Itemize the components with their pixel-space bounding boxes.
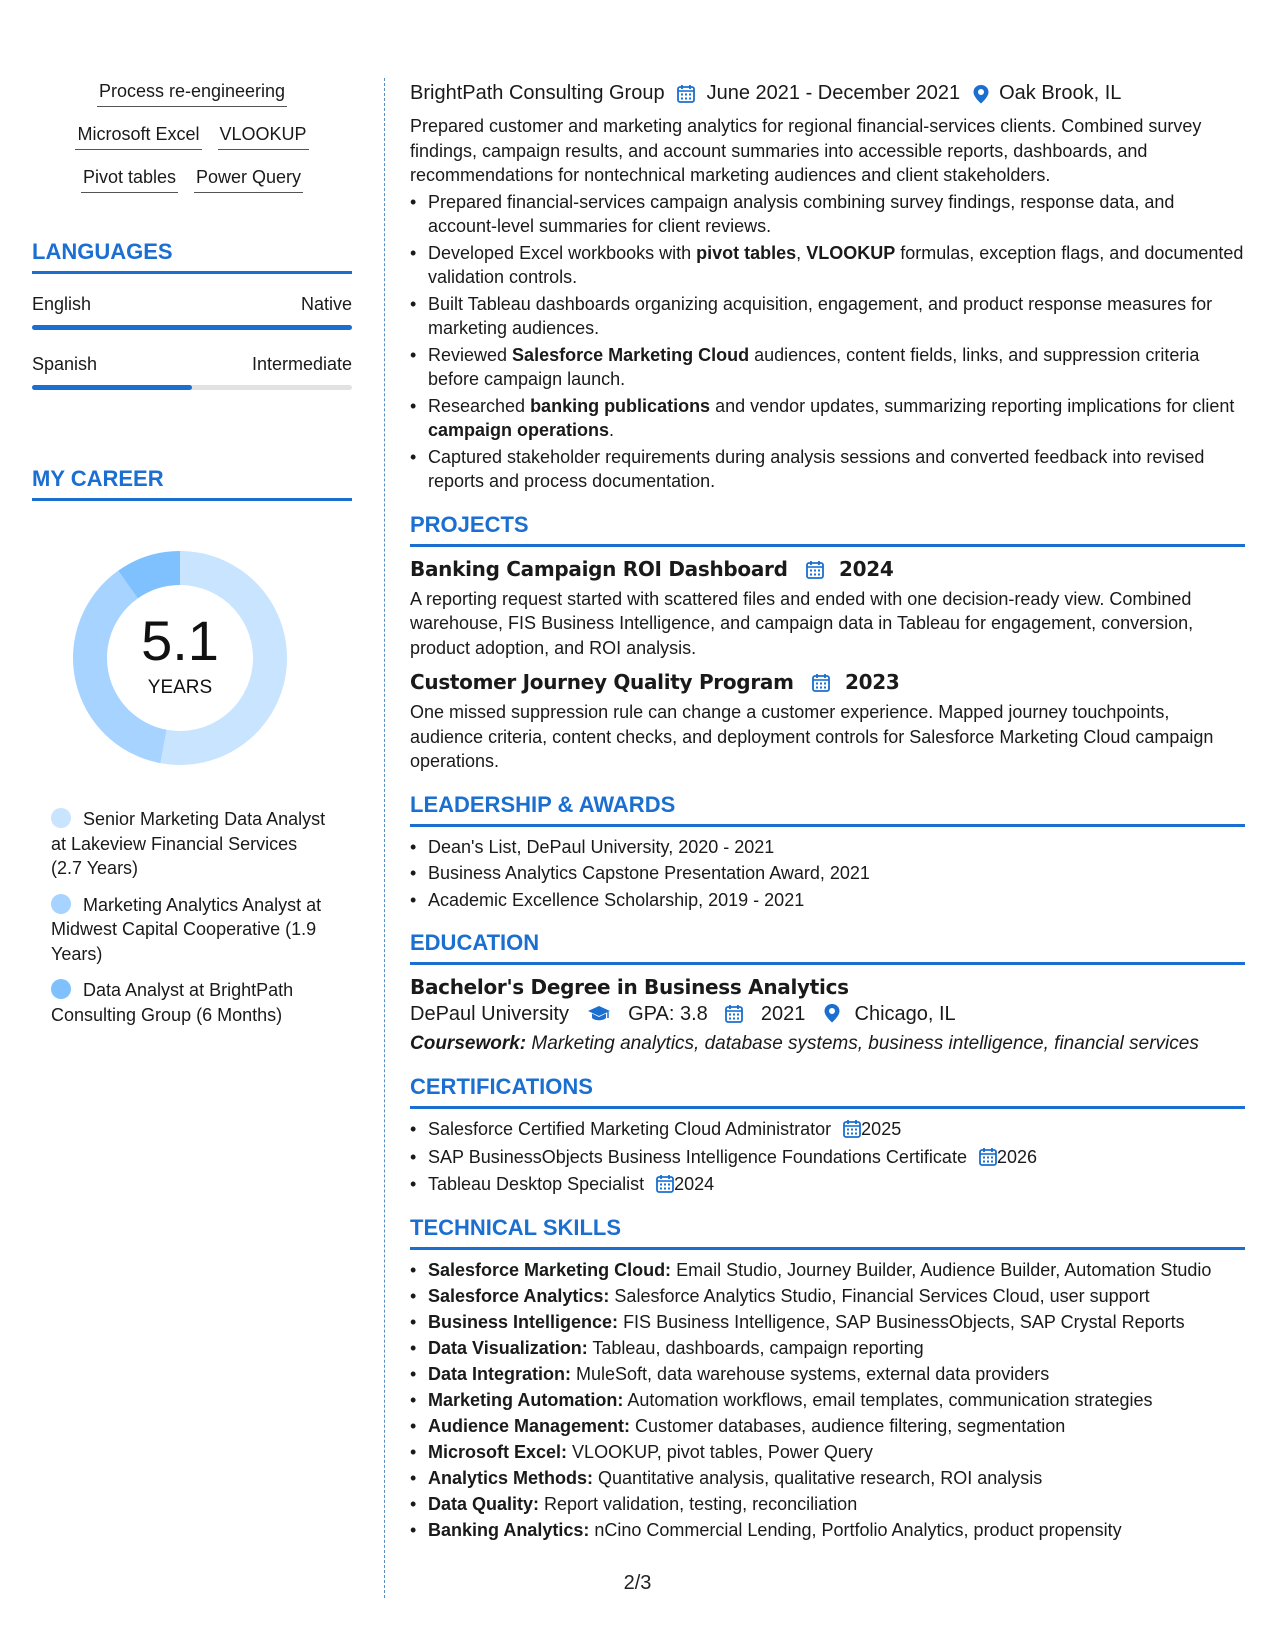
skill-value: FIS Business Intelligence, SAP BusinessObjects, SAP Crystal Reports — [618, 1311, 1185, 1332]
leadership-heading: LEADERSHIP & AWARDS — [410, 792, 1245, 827]
gpa: GPA: 3.8 — [628, 1003, 708, 1025]
legend-dot — [51, 808, 71, 828]
bullet-text: audiences, content fields, links, and suppression criteria before campaign launch. — [428, 344, 1200, 389]
list-item: • Academic Excellence Scholarship, 2019 - 2021 — [410, 888, 1245, 913]
skill-label: Marketing Automation: — [428, 1389, 624, 1410]
skill-item — [410, 1388, 1245, 1413]
job-bullet — [410, 292, 1245, 341]
skill-item — [410, 1518, 1245, 1543]
degree-title: Bachelor's Degree in Business Analytics — [410, 975, 849, 999]
proficiency-fill — [32, 385, 192, 390]
skill-label: Salesforce Marketing Cloud: — [428, 1259, 672, 1280]
bullet-text: Researched — [428, 395, 531, 416]
calendar-icon — [806, 560, 824, 579]
job-header — [410, 82, 1245, 105]
coursework — [410, 1032, 1245, 1056]
graduation-year: 2021 — [760, 1003, 806, 1025]
location-pin-icon — [823, 1003, 841, 1022]
career-text: Senior Marketing Data Analyst at Lakeview Financial Services (2.7 Years) — [51, 809, 326, 878]
tag-row — [32, 121, 352, 150]
skill-label: Analytics Methods: — [428, 1468, 594, 1489]
bullet-text: Prepared financial-services campaign analysis combining survey findings, response data, and account-level summaries for client reviews. — [428, 191, 1175, 236]
list-item — [410, 1172, 1245, 1197]
sidebar — [32, 78, 352, 1039]
skill-label: Audience Management: — [428, 1416, 631, 1437]
career-legend-item — [51, 978, 331, 1027]
list-item: • Business Analytics Capstone Presentation Award, 2021 — [410, 861, 1245, 886]
bullet-text: , — [796, 242, 807, 263]
career-donut-chart — [65, 543, 295, 773]
project-description: One missed suppression rule can change a customer experience. Mapped journey touchpoints, audience criteria, content checks, and deployment controls for Salesforce Marketing Cloud campaign operations. — [410, 702, 1214, 771]
skill-label: Data Quality: — [428, 1494, 540, 1515]
skill-value: MuleSoft, data warehouse systems, external data providers — [571, 1363, 1050, 1384]
skills-list — [410, 1258, 1245, 1543]
bold-text: VLOOKUP — [806, 242, 896, 263]
skill-item — [410, 1414, 1245, 1439]
job-bullet — [410, 343, 1245, 392]
school-location: Chicago, IL — [854, 1003, 956, 1025]
skill-tag: Power Query — [194, 164, 303, 193]
tag-row — [32, 78, 352, 107]
cert-name: Tableau Desktop Specialist — [428, 1174, 645, 1194]
skill-label: Data Integration: — [428, 1363, 572, 1384]
job-bullet — [410, 394, 1245, 443]
education-details — [410, 1003, 1245, 1026]
career-text: Marketing Analytics Analyst at Midwest Capital Cooperative (1.9 Years) — [51, 894, 322, 964]
career-legend — [51, 807, 331, 1027]
column-divider — [384, 78, 385, 1598]
skill-value: VLOOKUP, pivot tables, Power Query — [567, 1442, 873, 1463]
language-item — [32, 294, 352, 330]
skill-label: Banking Analytics: — [428, 1520, 590, 1541]
skill-value: Email Studio, Journey Builder, Audience Builder, Automation Studio — [671, 1259, 1212, 1280]
career-total: 5.1 — [141, 609, 219, 672]
language-proficiency-bar — [32, 385, 352, 390]
cert-year: 2026 — [996, 1146, 1038, 1167]
project-title — [410, 670, 1245, 694]
legend-dot — [51, 979, 71, 999]
skill-value: Tableau, dashboards, campaign reporting — [587, 1337, 924, 1358]
skill-item — [410, 1310, 1245, 1335]
skill-item — [410, 1284, 1245, 1309]
skill-tag: VLOOKUP — [218, 121, 309, 150]
calendar-icon — [843, 1119, 861, 1138]
main-content — [410, 82, 1245, 1545]
list-item — [410, 1117, 1245, 1142]
bullet-text: . — [609, 420, 615, 440]
skill-item — [410, 1258, 1245, 1283]
skill-value: Customer databases, audience filtering, segmentation — [630, 1416, 1066, 1437]
bold-text: pivot tables — [696, 242, 797, 263]
project-title — [410, 557, 1245, 581]
skill-item — [410, 1492, 1245, 1517]
calendar-icon — [812, 673, 830, 692]
languages-heading: LANGUAGES — [32, 239, 352, 274]
skill-item — [410, 1466, 1245, 1491]
skill-tag: Pivot tables — [81, 164, 178, 193]
skill-value: Automation workflows, email templates, communication strategies — [623, 1389, 1153, 1410]
school-name: DePaul University — [410, 1003, 569, 1025]
skill-tag: Microsoft Excel — [75, 121, 201, 150]
proficiency-fill — [32, 325, 352, 330]
calendar-icon — [725, 1004, 743, 1023]
skill-label: Microsoft Excel: — [428, 1442, 568, 1463]
tag-row — [32, 164, 352, 193]
page-number: 2/3 — [623, 1572, 652, 1594]
project-item — [410, 670, 1245, 774]
project-name: Customer Journey Quality Program — [410, 670, 794, 694]
list-item: • Dean's List, DePaul University, 2020 - 2021 — [410, 835, 1245, 860]
skill-value: Report validation, testing, reconciliation — [539, 1494, 858, 1515]
career-legend-item — [51, 807, 331, 881]
career-heading: MY CAREER — [32, 466, 352, 501]
job-location: Oak Brook, IL — [999, 82, 1122, 104]
project-year: 2023 — [844, 670, 900, 694]
bullet-text: and vendor updates, summarizing reporting implications for client — [710, 395, 1235, 416]
projects-heading: PROJECTS — [410, 512, 1245, 547]
job-summary: Prepared customer and marketing analytics for regional financial-services clients. Combined survey findings, campaign results, and account summaries into accessible reports, dashboards, and recommendations for nontechnical marketing audiences and client stakeholders. — [410, 116, 1202, 185]
project-year: 2024 — [838, 556, 894, 581]
skill-value: nCino Commercial Lending, Portfolio Analytics, product propensity — [589, 1520, 1122, 1541]
language-level: Native — [300, 294, 352, 314]
coursework-label: Coursework: — [410, 1033, 527, 1054]
job-bullets — [410, 190, 1245, 494]
certifications-heading: CERTIFICATIONS — [410, 1074, 1245, 1109]
skills-heading: TECHNICAL SKILLS — [410, 1215, 1245, 1250]
certifications-list — [410, 1117, 1245, 1197]
skill-label: Salesforce Analytics: — [428, 1285, 610, 1306]
skill-item — [410, 1336, 1245, 1361]
cert-name: SAP BusinessObjects Business Intelligence Foundations Certificate — [428, 1146, 967, 1167]
skill-tag: Process re-engineering — [97, 78, 287, 107]
calendar-icon — [979, 1147, 997, 1166]
graduation-cap-icon — [587, 1004, 611, 1023]
company-name: BrightPath Consulting Group — [410, 82, 665, 104]
language-level: Intermediate — [251, 354, 352, 374]
bullet-text: formulas, exception flags, and documented validation controls. — [428, 242, 1244, 287]
bullet-text: Developed Excel workbooks with — [428, 242, 697, 263]
career-legend-item — [51, 893, 331, 967]
cert-year: 2024 — [674, 1174, 715, 1194]
project-item — [410, 557, 1245, 661]
bold-text: banking publications — [530, 395, 711, 416]
language-proficiency-bar — [32, 325, 352, 330]
bullet-text: Reviewed — [428, 344, 513, 365]
skill-label: Business Intelligence: — [428, 1311, 619, 1332]
cert-year: 2025 — [861, 1119, 902, 1139]
job-bullet — [410, 241, 1245, 290]
bullet-text: Captured stakeholder requirements during analysis sessions and converted feedback into revised reports and process documentation. — [428, 446, 1205, 491]
career-text: Data Analyst at BrightPath Consulting Group (6 Months) — [51, 980, 294, 1025]
cert-name: Salesforce Certified Marketing Cloud Administrator — [428, 1119, 832, 1139]
location-pin-icon — [972, 84, 990, 103]
bullet-text: Built Tableau dashboards organizing acquisition, engagement, and product response measures for marketing audiences. — [428, 293, 1213, 338]
skill-tags — [32, 78, 352, 193]
calendar-icon — [677, 84, 695, 103]
bold-text: campaign operations — [428, 420, 610, 440]
language-name: Spanish — [32, 354, 98, 374]
skill-label: Data Visualization: — [428, 1337, 588, 1358]
project-description: A reporting request started with scattered files and ended with one decision-ready view. Combined warehouse, FIS Business Intelligence, and campaign data in Tableau for engagement, conversion, product adoption, and ROI analysis. — [410, 588, 1194, 658]
leadership-list — [410, 835, 1245, 913]
bold-text: Salesforce Marketing Cloud — [512, 344, 750, 365]
skill-item — [410, 1440, 1245, 1465]
career-unit: YEARS — [147, 677, 213, 698]
coursework-text: Marketing analytics, database systems, business intelligence, financial services — [526, 1033, 1199, 1054]
skill-item — [410, 1362, 1245, 1387]
job-bullet — [410, 190, 1245, 239]
project-name: Banking Campaign ROI Dashboard — [410, 556, 788, 581]
language-name: English — [32, 294, 92, 314]
language-item — [32, 354, 352, 390]
job-bullet — [410, 445, 1245, 494]
calendar-icon — [656, 1174, 674, 1193]
list-item — [410, 1145, 1245, 1170]
skill-value: Quantitative analysis, qualitative research, ROI analysis — [593, 1468, 1043, 1489]
legend-dot — [51, 894, 71, 914]
education-heading: EDUCATION — [410, 930, 1245, 965]
job-dates: June 2021 - December 2021 — [706, 82, 961, 104]
skill-value: Salesforce Analytics Studio, Financial Services Cloud, user support — [609, 1285, 1150, 1306]
